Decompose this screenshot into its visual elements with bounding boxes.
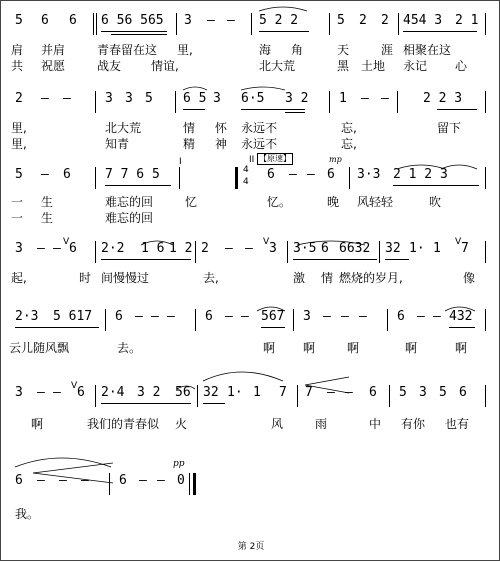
lyric: 啊 bbox=[303, 341, 316, 355]
note: 32 bbox=[203, 385, 219, 400]
lyric: 里, bbox=[11, 137, 27, 151]
lyrics-line-1 bbox=[1, 505, 500, 521]
note: 7 bbox=[461, 241, 469, 256]
note: 2 2 3 bbox=[423, 91, 463, 106]
note: – bbox=[53, 385, 61, 400]
note: 6632 bbox=[339, 241, 371, 256]
note: – bbox=[359, 309, 367, 324]
note: 56 bbox=[175, 385, 191, 400]
lyric: 生 bbox=[41, 211, 54, 225]
note: 3·5 bbox=[293, 241, 317, 256]
note: 1 2 bbox=[169, 241, 193, 256]
note: – bbox=[307, 167, 315, 182]
note: – bbox=[289, 167, 297, 182]
note: – bbox=[41, 91, 49, 106]
lyric: 难忘的回 bbox=[105, 195, 154, 209]
lyric: 永远不 bbox=[241, 137, 278, 151]
lyric: 去。 bbox=[117, 341, 142, 355]
lyric: 忘, bbox=[341, 121, 357, 135]
page-number: 第 2页 bbox=[237, 542, 265, 552]
lyric: 情 bbox=[321, 271, 334, 285]
note: 6 bbox=[15, 473, 23, 488]
lyric: 北大荒 bbox=[259, 59, 296, 73]
lyric: 留下 bbox=[437, 121, 462, 135]
lyric: 啊 bbox=[263, 341, 276, 355]
lyric: 神 bbox=[215, 137, 228, 151]
slur bbox=[203, 372, 283, 381]
lyric: 雨 bbox=[315, 417, 328, 431]
note: 3 bbox=[125, 91, 133, 106]
notes-row bbox=[1, 473, 500, 493]
note: 3 bbox=[105, 91, 113, 106]
lyric: 我。 bbox=[15, 507, 40, 521]
bar-line bbox=[175, 91, 176, 113]
lyric: 啊 bbox=[455, 341, 468, 355]
lyric: 有你 bbox=[401, 417, 426, 431]
beam bbox=[393, 185, 479, 186]
note: 6·5 bbox=[241, 91, 265, 106]
bar-line bbox=[397, 91, 398, 113]
lyric: 涯 bbox=[381, 43, 394, 57]
lyric: 里, bbox=[177, 43, 193, 57]
lyrics-line-1 bbox=[1, 119, 500, 135]
lyric: 天 bbox=[337, 43, 350, 57]
note: – bbox=[53, 241, 61, 256]
note: – bbox=[225, 309, 233, 324]
bar-line bbox=[297, 385, 298, 407]
note: – bbox=[225, 241, 233, 256]
note: 6 bbox=[63, 167, 71, 182]
lyric: 忆 bbox=[185, 195, 198, 209]
beam bbox=[261, 327, 285, 328]
note: 454 3 bbox=[403, 13, 443, 28]
note: 2 bbox=[359, 13, 367, 28]
lyric: 黑 bbox=[337, 59, 350, 73]
lyrics-line-2 bbox=[1, 57, 500, 73]
lyric: 啊 bbox=[347, 341, 360, 355]
note: 3 2 bbox=[137, 385, 161, 400]
section-mark: I bbox=[179, 157, 182, 167]
note: 6 bbox=[119, 473, 127, 488]
note: 5 bbox=[15, 167, 23, 182]
note: – bbox=[151, 309, 159, 324]
note: 5 bbox=[337, 13, 345, 28]
note: – bbox=[37, 385, 45, 400]
lyric: 情谊, bbox=[151, 59, 179, 73]
note: 6 bbox=[397, 309, 405, 324]
bar-line bbox=[485, 385, 486, 407]
bar-line bbox=[109, 473, 110, 495]
notes-row bbox=[1, 241, 500, 261]
note: 6 bbox=[41, 13, 49, 28]
note: – bbox=[37, 241, 45, 256]
note: 2·3 bbox=[15, 309, 39, 324]
bar-line bbox=[389, 385, 390, 407]
beam bbox=[183, 109, 205, 110]
note: 32 bbox=[385, 241, 401, 256]
note: 3 bbox=[15, 385, 23, 400]
note: – bbox=[341, 309, 349, 324]
notes-row bbox=[1, 309, 500, 329]
note: – bbox=[37, 473, 45, 488]
beam bbox=[111, 34, 167, 35]
lyric: 怀 bbox=[215, 121, 228, 135]
bar-line bbox=[379, 241, 380, 263]
system-2 bbox=[1, 87, 500, 149]
lyric: 啊 bbox=[31, 417, 44, 431]
lyric: 时 bbox=[79, 271, 92, 285]
note: 1· bbox=[227, 385, 243, 400]
breath-mark: V bbox=[263, 237, 270, 247]
note: – bbox=[157, 473, 165, 488]
note: 6 bbox=[77, 385, 85, 400]
beam bbox=[101, 259, 191, 260]
bar-line bbox=[293, 309, 294, 331]
lyric: 战友 bbox=[97, 59, 122, 73]
bar-line bbox=[179, 167, 180, 189]
lyric: 燃烧的岁月, bbox=[339, 271, 403, 285]
note: 2 bbox=[381, 13, 389, 28]
note: 1 bbox=[253, 385, 261, 400]
bar-line bbox=[93, 13, 94, 35]
system-3 bbox=[1, 154, 500, 225]
note: 0 bbox=[177, 473, 185, 488]
lyric: 忘, bbox=[341, 137, 357, 151]
bar-line bbox=[287, 241, 288, 263]
lyric: 中 bbox=[369, 417, 382, 431]
note: 3 bbox=[269, 241, 277, 256]
lyric: 情 bbox=[183, 121, 196, 135]
lyric: 永远不 bbox=[241, 121, 278, 135]
lyric: 并肩 bbox=[41, 43, 66, 57]
lyric: 也有 bbox=[445, 417, 470, 431]
system-6 bbox=[1, 381, 500, 443]
note: 6 bbox=[69, 13, 77, 28]
beam bbox=[437, 109, 477, 110]
lyric: 晚 bbox=[327, 195, 340, 209]
lyric: 一 bbox=[11, 211, 24, 225]
bar-line bbox=[398, 13, 399, 35]
note: 5 bbox=[145, 91, 153, 106]
bar-line-double bbox=[235, 167, 238, 189]
note: 2 1 2 3 bbox=[393, 167, 448, 182]
lyric: 像 bbox=[463, 271, 476, 285]
lyrics-line-2 bbox=[1, 209, 500, 225]
beam bbox=[449, 327, 475, 328]
lyrics-line-2 bbox=[1, 135, 500, 151]
note: 5 617 bbox=[53, 309, 93, 324]
notes-row bbox=[1, 13, 500, 33]
beam bbox=[385, 259, 409, 260]
note: – bbox=[135, 309, 143, 324]
lyric: 祝愿 bbox=[41, 59, 66, 73]
bar-line bbox=[349, 167, 350, 189]
lyric: 起, bbox=[11, 271, 27, 285]
note: 5 2 2 bbox=[259, 13, 299, 28]
bar-line bbox=[176, 13, 177, 35]
lyric: 土地 bbox=[361, 59, 386, 73]
note: – bbox=[59, 473, 67, 488]
beam bbox=[403, 31, 477, 32]
bar-line bbox=[95, 385, 96, 407]
note: 1· bbox=[409, 241, 425, 256]
lyric: 风 bbox=[271, 417, 284, 431]
beam bbox=[285, 112, 305, 113]
note: 1 6 bbox=[141, 241, 165, 256]
note: 1 bbox=[339, 91, 347, 106]
note: 5 bbox=[399, 385, 407, 400]
lyric: 永记 bbox=[403, 59, 428, 73]
lyric: 相聚在这 bbox=[403, 43, 452, 57]
lyric: 吹 bbox=[429, 195, 442, 209]
dynamic-mark: mp bbox=[329, 155, 342, 164]
note: 3 bbox=[213, 91, 221, 106]
note: – bbox=[207, 13, 215, 28]
note: – bbox=[323, 309, 331, 324]
note: – bbox=[241, 309, 249, 324]
note: – bbox=[345, 385, 353, 400]
lyric: 青春留在这 bbox=[97, 43, 158, 57]
notes-row bbox=[1, 167, 500, 187]
lyric: 啊 bbox=[405, 341, 418, 355]
breath-mark: V bbox=[71, 381, 78, 391]
note: 2 bbox=[15, 91, 23, 106]
time-signature-bottom: 4 bbox=[243, 177, 249, 187]
lyric: 里, bbox=[11, 121, 27, 135]
breath-mark: V bbox=[63, 237, 70, 247]
lyric: 间慢慢过 bbox=[101, 271, 150, 285]
tempo-label: 【原速】 bbox=[259, 154, 291, 163]
note: 432 bbox=[449, 309, 473, 324]
bar-line bbox=[96, 13, 97, 35]
note: – bbox=[139, 473, 147, 488]
lyric: 心 bbox=[455, 59, 468, 73]
lyric: 风轻轻 bbox=[357, 195, 394, 209]
note: – bbox=[381, 91, 389, 106]
note: 5 bbox=[439, 385, 447, 400]
lyric: 海 bbox=[259, 43, 272, 57]
note: 5 bbox=[15, 13, 23, 28]
lyric: 我们的青春似 bbox=[87, 417, 160, 431]
note: 7 7 6 5 bbox=[105, 167, 160, 182]
note: 6 5 bbox=[183, 91, 207, 106]
note: 7 bbox=[305, 385, 313, 400]
lyrics-line-1 bbox=[1, 415, 500, 431]
note: 2·4 bbox=[101, 385, 125, 400]
beam bbox=[203, 403, 225, 404]
bar-line bbox=[95, 91, 96, 113]
beam bbox=[259, 31, 309, 32]
note: 6 bbox=[205, 309, 213, 324]
system-5 bbox=[1, 305, 500, 367]
dynamic-mark: pp bbox=[173, 459, 185, 469]
bar-line-final bbox=[193, 473, 196, 495]
note: 6 bbox=[321, 241, 329, 256]
lyric: 知青 bbox=[105, 137, 130, 151]
beam bbox=[241, 109, 305, 110]
beam bbox=[293, 259, 377, 260]
system-1 bbox=[1, 9, 500, 71]
lyric: 肩 bbox=[11, 43, 24, 57]
beam bbox=[105, 185, 171, 186]
note: 6 bbox=[459, 385, 467, 400]
lyric: 一 bbox=[11, 195, 24, 209]
lyric: 角 bbox=[291, 43, 304, 57]
system-4 bbox=[1, 237, 500, 299]
bar-line bbox=[195, 241, 196, 263]
beam bbox=[101, 31, 167, 32]
beam bbox=[15, 327, 99, 328]
lyric: 生 bbox=[41, 195, 54, 209]
note: 3 bbox=[303, 309, 311, 324]
note: 3 bbox=[15, 241, 23, 256]
lyrics-line-1 bbox=[1, 193, 500, 209]
system-7 bbox=[1, 455, 500, 521]
lyric: 云儿随风飘 bbox=[9, 341, 70, 355]
bar-line bbox=[95, 241, 96, 263]
bar-line bbox=[329, 13, 330, 35]
note: 2 1 bbox=[455, 13, 479, 28]
note: 6 56 565 bbox=[101, 13, 164, 28]
time-signature-top: 4 bbox=[243, 165, 249, 175]
note: – bbox=[63, 91, 71, 106]
note: 7 bbox=[279, 385, 287, 400]
lyric: 北大荒 bbox=[105, 121, 142, 135]
note: 3 bbox=[419, 385, 427, 400]
note: – bbox=[361, 91, 369, 106]
section-mark: II bbox=[249, 155, 255, 165]
bar-line bbox=[485, 309, 486, 331]
lyric: 精 bbox=[183, 137, 196, 151]
note: – bbox=[227, 13, 235, 28]
lyrics-line-1 bbox=[1, 41, 500, 57]
note: – bbox=[245, 241, 253, 256]
lyric: 忆。 bbox=[267, 195, 292, 209]
note: 3·3 bbox=[357, 167, 381, 182]
lyrics-line-1 bbox=[1, 339, 500, 355]
note: – bbox=[41, 167, 49, 182]
breath-mark: V bbox=[455, 237, 462, 247]
notes-row bbox=[1, 91, 500, 111]
note: 567 bbox=[261, 309, 285, 324]
lyrics-line-1 bbox=[1, 269, 500, 285]
note: – bbox=[327, 385, 335, 400]
note: 2·2 bbox=[101, 241, 125, 256]
note: – bbox=[417, 309, 425, 324]
lyric: 火 bbox=[175, 417, 188, 431]
bar-line bbox=[485, 13, 486, 35]
bar-line bbox=[189, 473, 190, 495]
note: – bbox=[433, 309, 441, 324]
note: 6 bbox=[369, 385, 377, 400]
bar-line bbox=[105, 309, 106, 331]
bar-line bbox=[329, 91, 330, 113]
note: 1 bbox=[433, 241, 441, 256]
beam bbox=[101, 403, 191, 404]
bar-line bbox=[195, 309, 196, 331]
bar-line bbox=[387, 309, 388, 331]
lyric: 共 bbox=[11, 59, 24, 73]
bar-line bbox=[485, 91, 486, 113]
lyric: 去, bbox=[203, 271, 219, 285]
bar-line bbox=[485, 167, 486, 189]
note: 6 bbox=[327, 167, 335, 182]
note: 6 bbox=[69, 241, 77, 256]
note: – bbox=[167, 309, 175, 324]
note: 3 bbox=[184, 13, 192, 28]
lyric: 激 bbox=[293, 271, 306, 285]
bar-line bbox=[485, 241, 486, 263]
note: 2 bbox=[201, 241, 209, 256]
note: 6 bbox=[267, 167, 275, 182]
bar-line bbox=[95, 167, 96, 189]
note: 3 2 bbox=[285, 91, 309, 106]
bar-line bbox=[251, 13, 252, 35]
lyric: 难忘的回 bbox=[105, 211, 154, 225]
note: 6 bbox=[115, 309, 123, 324]
bar-line bbox=[197, 385, 198, 407]
note: – bbox=[81, 473, 89, 488]
